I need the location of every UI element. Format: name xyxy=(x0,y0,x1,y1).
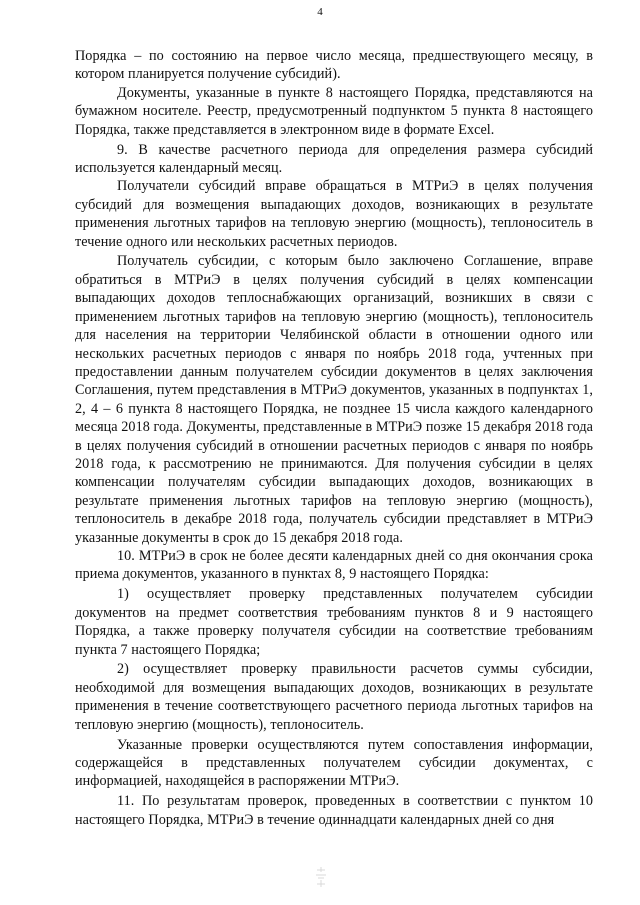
paragraph-recipients-right: Получатели субсидий вправе обращаться в МТРиЭ в целях получения субсидий для возмещения выпадающих доходов, возникающих в результате применения льготных тарифов на тепловую энергию (мощность), теплоноситель в течение одного или нескольких расчетных периодов. xyxy=(75,178,593,250)
paragraph-agreement-recipient: Получатель субсидии, с которым было заключено Соглашение, вправе обратиться в МТРиЭ в целях получения субсидий в целях компенсации выпадающих доходов теплоснабжающих организаций, возникших в связи с применением льготных тарифов на тепловую энергию (мощность), теплоноситель для населения на территории Челябинской области в отношении одного или нескольких расчетных периодов с января по ноябрь 2018 года, учтенных при предоставлении данным получателем субсидии документов в целях заключения Соглашения, путем представления в МТРиЭ документов, указанных в подпунктах 1, 2, 4 – 6 пункта 8 настоящего Порядка, не позднее 15 числа каждого календарного месяца 2018 года. Документы, представленные в МТРиЭ позже 15 декабря 2018 года в целях получения субсидий в отношении расчетных периодов с января по ноябрь 2018 года, к рассмотрению не принимаются. Для получения субсидии в целях компенсации получателям субсидии выпадающих доходов, возникающих в результате применения льготных тарифов на тепловую энергию (мощность), теплоноситель в декабре 2018 года, получатель субсидии представляет в МТРиЭ указанные документы в срок до 15 декабря 2018 года. xyxy=(75,253,593,546)
document-body xyxy=(75,47,593,829)
paragraph-documents-paper: Документы, указанные в пункте 8 настоящего Порядка, представляются на бумажном носителе. Реестр, предусмотренный подпунктом 5 пункта 8 настоящего Порядка, также представляется в электронном виде в формате Excel. xyxy=(75,84,593,138)
paragraph-item-10: 10. МТРиЭ в срок не более десяти календарных дней со дня окончания срока приема документов, указанного в пунктах 8, 9 настоящего Порядка: xyxy=(75,547,593,583)
paragraph-item-9: 9. В качестве расчетного периода для определения размера субсидий используется календарный месяц. xyxy=(75,141,593,176)
faint-stamp-mark xyxy=(314,866,328,888)
paragraph-item-11: 11. По результатам проверок, проведенных в соответствии с пунктом 10 настоящего Порядка, МТРиЭ в течение одиннадцати календарных дней со дня xyxy=(75,793,593,828)
paragraph-checks-method: Указанные проверки осуществляются путем сопоставления информации, содержащейся в представленных получателем субсидии документах, с информацией, находящейся в распоряжении МТРиЭ. xyxy=(75,736,593,790)
page-number: 4 xyxy=(317,6,323,18)
paragraph-item-10-1: 1) осуществляет проверку представленных получателем субсидии документов на предмет соответствия требованиям пунктов 8 и 9 настоящего Порядка, а также проверку получателя субсидии на соответствие требованиям пункта 7 настоящего Порядка; xyxy=(75,586,593,658)
paragraph-item-10-2: 2) осуществляет проверку правильности расчетов суммы субсидии, необходимой для возмещения выпадающих доходов, возникающих в результате применения в течение соответствующего расчетного периода льготных тарифов на тепловую энергию (мощность), теплоноситель. xyxy=(75,661,593,733)
paragraph-continuation: Порядка – по состоянию на первое число месяца, предшествующего месяцу, в котором планируется получение субсидий). xyxy=(75,48,593,83)
